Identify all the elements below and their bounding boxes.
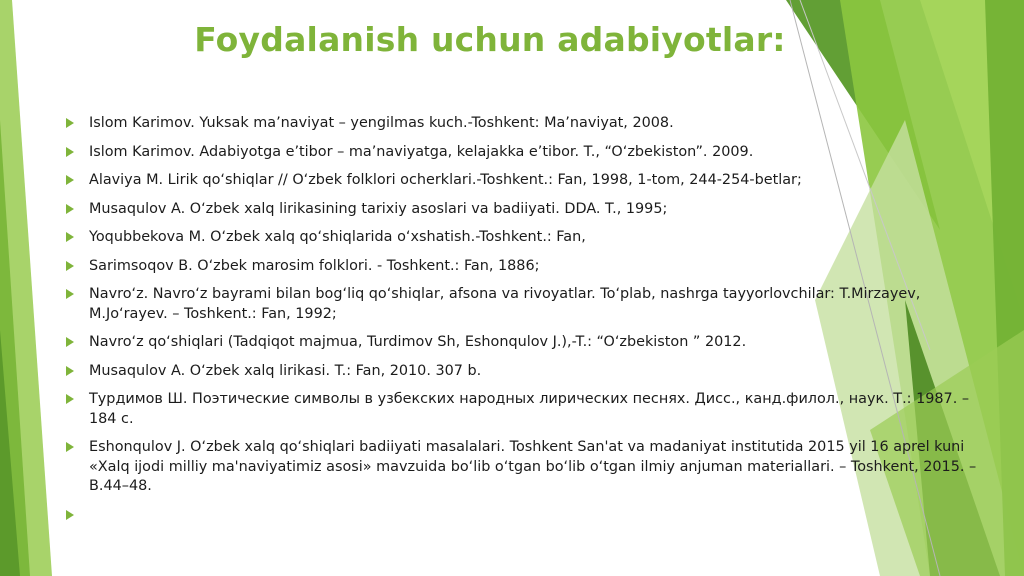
list-item	[64, 438, 979, 497]
slide-title: Foydalanish uchun adabiyotlar:	[194, 20, 786, 59]
triangle-bullet-icon	[66, 442, 74, 452]
list-item-text: Islom Karimov. Adabiyotga e’tibor – ma’naviyatga, kelajakka e’tibor. T., “O‘zbekiston”. 2009.	[89, 143, 754, 160]
list-item-text: Alaviya M. Lirik qo‘shiqlar // O‘zbek folklori ocherklari.-Toshkent.: Fan, 1998, 1-tom, 244-254-betlar;	[89, 172, 802, 188]
list-item-text: Yoqubbekova M. O‘zbek xalq qo‘shiqlarida o‘xshatish.-Toshkent.: Fan,	[89, 229, 586, 245]
triangle-bullet-icon	[66, 232, 74, 242]
list-item	[64, 362, 979, 382]
list-item	[64, 285, 979, 324]
list-item-text: Musaqulov A. O‘zbek xalq lirikasining tarixiy asoslari va badiiyati. DDA. T., 1995;	[89, 200, 668, 217]
triangle-bullet-icon	[66, 289, 74, 299]
list-item-empty	[64, 506, 979, 526]
triangle-bullet-icon	[66, 175, 74, 185]
list-item	[64, 228, 979, 248]
list-item-text: Musaqulov A. O‘zbek xalq lirikasi. T.: Fan, 2010. 307 b.	[89, 362, 482, 379]
triangle-bullet-icon	[66, 204, 74, 214]
list-item	[64, 257, 979, 277]
triangle-bullet-icon	[66, 510, 74, 520]
triangle-bullet-icon	[66, 394, 74, 404]
reference-list	[64, 114, 979, 534]
list-item	[64, 390, 979, 429]
triangle-bullet-icon	[66, 337, 74, 347]
triangle-bullet-icon	[66, 366, 74, 376]
triangle-bullet-icon	[66, 261, 74, 271]
list-item	[64, 114, 979, 134]
list-item-text: Sarimsoqov B. O‘zbek marosim folklori. - Toshkent.: Fan, 1886;	[89, 257, 540, 274]
list-item	[64, 143, 979, 163]
list-item-text: Islom Karimov. Yuksak ma’naviyat – yengilmas kuch.-Toshkent: Ma’naviyat, 2008.	[89, 115, 674, 131]
left-green-strip	[0, 0, 54, 576]
list-item-text: Navro‘z. Navro‘z bayrami bilan bog‘liq qo‘shiqlar, afsona va rivoyatlar. To‘plab, nashrga tayyorlovchilar: T.Mirzayev, M.Jo‘rayev. – Toshkent.: Fan, 1992;	[89, 286, 921, 322]
list-item-text: Navro‘z qo‘shiqlari (Tadqiqot majmua, Turdimov Sh, Eshonqulov J.),-T.: “O‘zbekiston ” 2012.	[89, 334, 747, 350]
list-item	[64, 200, 979, 220]
list-item	[64, 171, 979, 191]
triangle-bullet-icon	[66, 147, 74, 157]
list-item-text	[89, 506, 979, 526]
list-item-text: Турдимов Ш. Поэтические символы в узбекских народных лирических песнях. Дисс., канд.филол., наук. Т.: 1987. – 184 с.	[89, 391, 970, 427]
triangle-bullet-icon	[66, 118, 74, 128]
list-item	[64, 333, 979, 353]
list-item-text: Eshonqulov J. O‘zbek xalq qo‘shiqlari badiiyati masalalari. Toshkent San'at va madaniyat institutida 2015 yil 16 aprel kuni «Xalq ijodi milliy ma'naviyatimiz asosi» mavzuida bo‘lib o‘tgan bo‘lib o‘tgan ilmiy anjuman materiallari. – Toshkent, 2015. – B.44–48.	[89, 439, 977, 494]
